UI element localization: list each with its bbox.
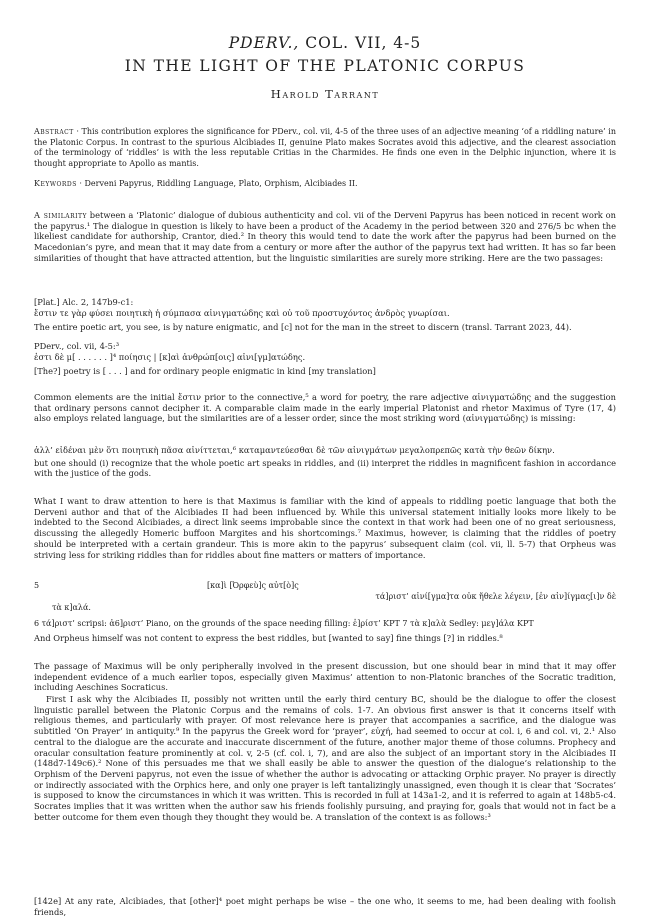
intro-text: between a ‘Platonic’ dialogue of dubious authenticity and col. vii of the Derveni Papyrus has been noticed in recent work on the papyrus.¹ The dialogue in question is likely to have been a product of the Academy in the period between 320 and 276/5 bc when the likeliest candidate for authorship, Crantor, died.² In theory this would tend to date the work after the papyrus had been burned on the Macedonian’s pyre, and mean that it may date from a century or more after the author of the papyrus text had written. It has so far been similarities of thought that have attracted attention, but the linguistic similarities are surely more striking. Here are the two passages: bbox=[34, 210, 616, 263]
quote-ref: [Plat.] Alc. 2, 147b9-c1: bbox=[34, 297, 134, 307]
line-number: 5 bbox=[34, 581, 40, 590]
quote-maximus bbox=[34, 445, 616, 479]
author-name: Harold Tarrant bbox=[270, 87, 380, 101]
quote-translation: but one should (i) recognize that the whole poetic art speaks in riddles, and (ii) interpret the riddles in magnificent fashion in accordance with the justice of the gods. bbox=[34, 457, 616, 479]
abstract-text: This contribution explores the significance for PDerv., col. vii, 4-5 of the three uses of an adjective meaning ‘of a riddling nature’ in the Platonic Corpus. In contrast to the spurious Alcibiades II, genuine Plato makes Socrates avoid this adjective, and the clearest association of the terminology of ‘riddles’ is with the less reputable Critias in the Charmides. He finds one even in the Delphic injunction, where it is thought appropriate to Apollo as mantis. bbox=[34, 127, 616, 168]
quote-greek: ἀλλ’ εἰδέναι μὲν ὅτι ποιητικὴ πᾶσα αἰνίττεται,⁶ καταμαντεύεσθαι δὲ τῶν αἰνιγμάτων μεγαλοπρεπῶς κατὰ τὴν θεῶν δίκην. bbox=[34, 445, 555, 455]
quote-derveni bbox=[34, 341, 616, 377]
intro-lead: A similarity bbox=[34, 210, 87, 220]
paragraph-topos: The passage of Maximus will be only peripherally involved in the present discussion, but one should bear in mind that it may offer independent evidence of a much earlier topos, especially given Maximus’ attention to non-Platonic branches of the Socratic tradition, including Aeschines Socraticus. bbox=[34, 661, 616, 693]
verse-translation: And Orpheus himself was not content to express the best riddles, but [wanted to say] fine things [?] in riddles.⁸ bbox=[34, 632, 503, 643]
verse-text: τά]ριστ’ αἰνί[γμα]τα οὐκ ἤθελε λέγειν, [ἐν αἰν]ίγμας[ι]ν δὲ bbox=[375, 592, 616, 601]
paragraph-intro bbox=[34, 210, 616, 264]
keywords-text: Derveni Papyrus, Riddling Language, Plato, Orphism, Alcibiades II. bbox=[84, 179, 358, 188]
verse-line-2 bbox=[34, 592, 616, 603]
keywords bbox=[34, 179, 616, 190]
article-title-line1 bbox=[34, 34, 616, 52]
quote-alcibiades bbox=[34, 297, 616, 333]
derveni-verse bbox=[34, 581, 616, 643]
apparatus-criticus: 6 τά]ριστ’ scripsi: ἀ6]ριστ’ Piano, on the grounds of the space needing filling: ἐ]ρίστ’ KPT 7 τὰ κ]αλὰ Sedley: μεγ]άλα KPT bbox=[34, 619, 534, 628]
quote-translation: [The?] poetry is [ . . . ] and for ordinary people enigmatic in kind [my translation] bbox=[34, 366, 376, 377]
verse-text: τὰ κ]αλά. bbox=[52, 603, 91, 612]
quote-greek: ἔστιν τε γὰρ φύσει ποιητικὴ ἡ σύμπασα αἰνιγματώδης καὶ οὐ τοῦ προστυχόντος ἀνδρὸς γνωρίσαι. bbox=[34, 307, 450, 318]
article-title-line2: IN THE LIGHT OF THE PLATONIC CORPUS bbox=[124, 57, 526, 75]
quote-translation: The entire poetic art, you see, is by nature enigmatic, and [c] not for the man in the street to discern (transl. Tarrant 2023, 44). bbox=[34, 322, 572, 333]
abstract bbox=[34, 127, 616, 169]
abstract-label: Abstract bbox=[34, 127, 74, 136]
abstract-sep: · bbox=[73, 127, 82, 136]
keywords-sep: · bbox=[76, 179, 85, 188]
quote-greek: ἐστι δὲ μ[ . . . . . . ]⁴ ποίησις | [κ]αὶ ἀνθρώπ[οις] αἰνι[γμ]ατώδης. bbox=[34, 351, 306, 362]
title-italic: PDERV., bbox=[228, 34, 300, 52]
keywords-label: Keywords bbox=[34, 179, 77, 188]
paragraph-alcibiades-ii: First I ask why the Alcibiades II, possibly not written until the early third century BC, should be the dialogue to offer the closest linguistic parallel between the Platonic Corpus and the remains of cols. 1-7. An obvious first answer is that it concerns itself with religious themes, and particularly with prayer. Of most relevance here is prayer that accompanies a sacrifice, and the dialogue was subtitled ‘On Prayer’ in antiquity.⁹ In the papyrus the Greek word for ‘prayer’, εὐχή, had seemed to occur at col. i, 6 and col. vi, 2.¹ Also central to the dialogue are the accurate and inaccurate discernment of the future, another major theme of those columns. Prophecy and oracular consultation feature prominently at col. v, 2-5 (cf. col. i, 7), and are also the subject of an important story in the Alcibiades II (148d7-149c6).² None of this persuades me that we shall easily be able to answer the question of the dialogue’s relationship to the Orphism of the Derveni papyrus, not even the issue of whether the author is advocating or attacking Orphic prayer. No prayer is directly or indirectly associated with the Orphics here, and only one prayer is left tantalizingly unassigned, even though it is clear that ‘Socrates’ is supposed to know the circumstances in which it was written. This is recorded in full at 143a1-2, and it is referred to again at 148b5-c4. Socrates implies that it was written when the author saw his friends foolishly pursuing, and praying for, goals that would not in fact be a better outcome for them even though they thought they would be. A translation of the context is as follows:³ bbox=[34, 694, 616, 822]
verse-text: [κα]ὶ [Ὀρφεὺ]ς αὐτ[ὸ]ς bbox=[207, 581, 299, 590]
paragraph-common-elements: Common elements are the initial ἔστιν prior to the connective,⁵ a word for poetry, the rare adjective αἰνιγματώδης and the suggestion that ordinary persons cannot decipher it. A comparable claim made in the early imperial Platonist and rhetor Maximus of Tyre (17, 4) also employs related language, but the similarities are of a lesser order, since the most striking word (αἰνιγματώδης) is missing: bbox=[34, 392, 616, 424]
title-rest: COL. VII, 4-5 bbox=[299, 34, 422, 52]
paragraph-maximus: What I want to draw attention to here is that Maximus is familiar with the kind of appeals to riddling poetic language that both the Derveni author and that of the Alcibiades II had been influenced by. While this universal statement initially looks more likely to be indebted to the Second Alcibiades, a direct link seems improbable since the context in that work had been one of no great seriousness, discussing the allegedly Homeric buffoon Margites and his shortcomings.⁷ Maximus, however, is claiming that the riddles of poetry should be interpreted with a certain grandeur. This is more akin to the papyrus’ subsequent claim (col. vii, ll. 5-7) that Orpheus was striving less for striking riddles than for riddles about fine matters or matters of importance. bbox=[34, 496, 616, 560]
quote-ref: PDerv., col. vii, 4-5:³ bbox=[34, 341, 120, 351]
paragraph-translation-start: [142e] At any rate, Alcibiades, that [other]⁴ poet might perhaps be wise – the one who, it seems to me, had been dealing with foolish friends, bbox=[34, 896, 616, 917]
verse-line-1 bbox=[34, 581, 616, 592]
